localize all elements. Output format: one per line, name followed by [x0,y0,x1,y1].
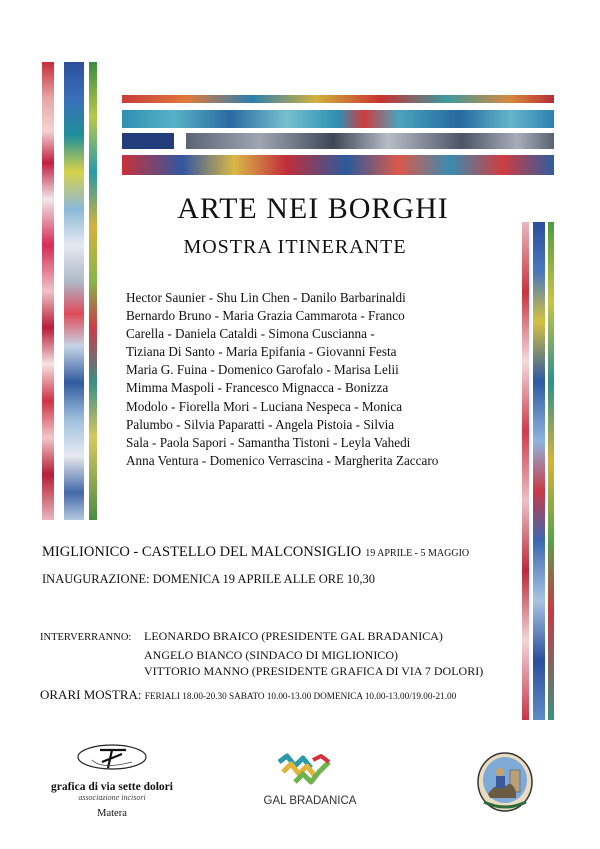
gal-bradanica-logo [255,752,365,807]
miglionico-crest [476,752,534,814]
grafica-name: grafica di via sette dolori [50,781,173,793]
artwork-stripe-left-3 [89,62,97,520]
artists-line: Palumbo - Silvia Paparatti - Angela Pistoia - Silvia [126,416,395,432]
artwork-stripe-top-4 [122,155,554,175]
venue-name: MIGLIONICO - CASTELLO DEL MALCONSIGLIO [42,544,362,560]
gal-bradanica-logo-icon [255,752,365,788]
miglionico-crest-icon [476,752,534,814]
artists-line: Carella - Daniela Cataldi - Simona Cuscianna - [126,326,375,342]
venue-line [42,544,469,561]
artwork-stripe-top-1 [122,95,554,103]
artwork-stripe-top-2 [122,110,554,128]
artwork-stripe-right-2 [533,222,545,720]
speakers-block [40,628,483,680]
artwork-stripe-right-3 [548,222,554,720]
grafica-city: Matera [97,808,127,819]
artists-line: Mimma Maspoli - Francesco Mignacca - Bonizza [126,380,389,396]
poster-subtitle: MOSTRA ITINERANTE [183,236,407,258]
speaker-item: VITTORIO MANNO (PRESIDENTE GRAFICA DI VIA 7 DOLORI) [144,664,484,678]
artwork-stripe-top-3 [186,133,554,149]
inauguration-line: INAUGURAZIONE: DOMENICA 19 APRILE ALLE ORE 10,30 [42,572,375,586]
grafica-subtitle: associazione incisori [78,793,146,802]
artists-line: Hector Saunier - Shu Lin Chen - Danilo Barbarinaldi [126,290,406,305]
artists-line: Maria G. Fuina - Domenico Garofalo - Marisa Lelii [126,362,399,378]
grafica-logo [42,740,182,819]
speaker-item: ANGELO BIANCO (SINDACO DI MIGLIONICO) [144,647,398,662]
artists-line: Tiziana Di Santo - Maria Epifania - Giovanni Festa [126,344,397,360]
artwork-stripe-top-3-left [122,133,174,149]
exhibition-dates: 19 APRILE - 5 MAGGIO [365,548,470,559]
poster-title: ARTE NEI BORGHI [177,192,449,225]
speakers-label: INTERVERRANNO: [40,632,132,643]
hours-line [40,687,456,703]
hours-label: ORARI MOSTRA: [40,687,142,702]
hours-detail: FERIALI 18.00-20.30 SABATO 10.00-13.00 DOMENICA 10.00-13.00/19.00-21.00 [144,691,457,701]
artists-line: Sala - Paola Sapori - Samantha Tistoni - Leyla Vahedi [126,434,411,450]
gal-name: GAL BRADANICA [263,795,357,807]
artwork-stripe-left-2 [64,62,84,520]
speaker-item: LEONARDO BRAICO (PRESIDENTE GAL BRADANICA) [144,629,443,643]
grafica-logo-icon [42,740,182,774]
artwork-stripe-left-1 [42,62,54,520]
artists-list [126,289,506,470]
artists-line: Anna Ventura - Domenico Verrascina - Margherita Zaccaro [126,452,439,468]
artists-line: Modolo - Fiorella Mori - Luciana Nespeca - Monica [126,398,403,414]
artwork-stripe-right-1 [522,222,529,720]
artists-line: Bernardo Bruno - Maria Grazia Cammarota - Franco [126,308,405,324]
